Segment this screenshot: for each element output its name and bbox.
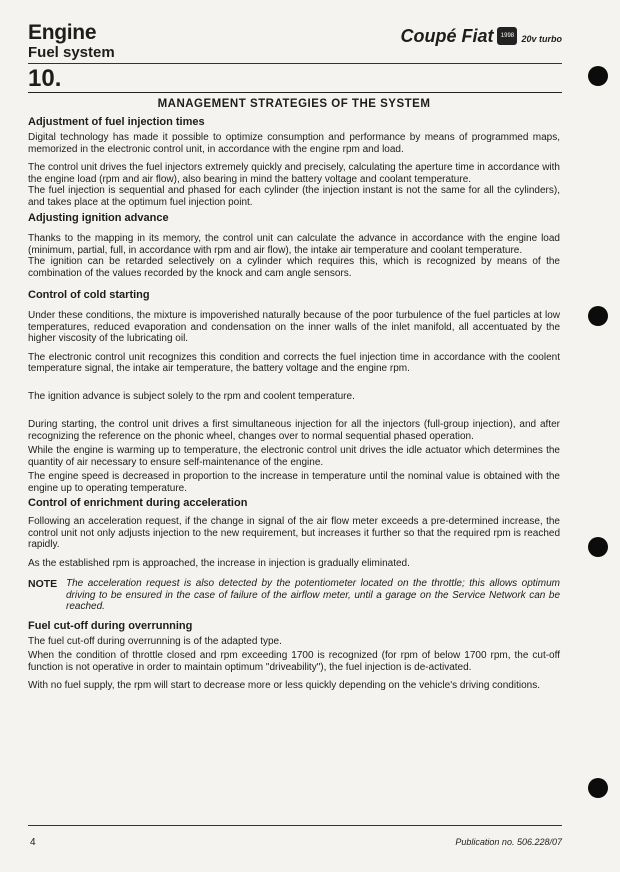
section-heading: Control of enrichment during acceleration — [28, 497, 248, 509]
paragraph: The fuel cut-off during overrunning is of the adapted type. — [28, 635, 282, 647]
header-rule — [28, 63, 562, 64]
paragraph: The electronic control unit recognizes this condition and corrects the fuel injection time in accordance with the coolent temperature signal, the intake air temperature, the battery voltage and the engine rpm. — [28, 351, 560, 374]
paragraph: With no fuel supply, the rpm will start to decrease more or less quickly depending on the vehicle's driving conditions. — [28, 680, 540, 691]
main-title: MANAGEMENT STRATEGIES OF THE SYSTEM — [157, 98, 431, 110]
note-text: The acceleration request is also detected by the potentiometer located on the throttle; this allows optimum driving to be ensured in the case of failure of the airflow meter, until a garage on the Service Network can be reached. — [66, 578, 560, 612]
punch-hole-icon — [588, 306, 608, 326]
header-subtitle: Fuel system — [28, 44, 115, 61]
model-badge: 1998 — [497, 27, 517, 45]
header-left — [28, 22, 115, 61]
section-heading: Adjusting ignition advance — [28, 212, 169, 224]
paragraph: While the engine is warming up to temperature, the electronic control unit drives the idle actuator which determines the quantity of air necessary to ensure self-maintenance of the engine. — [28, 445, 560, 468]
paragraph: The ignition can be retarded selectively on a cylinder which requires this, which is recognized by means of the combination of the values recorded by the knock and cam angle sensors. — [28, 256, 560, 279]
punch-hole-icon — [588, 778, 608, 798]
paragraph: When the condition of throttle closed and rpm exceeding 1700 is recognized (for rpm of below 1700 rpm, the cut-off function is not operative in order to maintain optimum "driveability"), the fuel injection is de-activated. — [28, 650, 560, 673]
note-label: NOTE — [28, 578, 58, 590]
punch-hole-icon — [588, 537, 608, 557]
section-number: 10. — [28, 65, 62, 92]
paragraph: Following an acceleration request, if the change in signal of the air flow meter exceeds a pre-determined increase, the control unit not only adjusts injection to the new requirement, but increases it further so that the required rpm is reached rapidly. — [28, 516, 560, 550]
punch-hole-icon — [588, 66, 608, 86]
page-number: 4 — [30, 837, 36, 848]
paragraph: As the established rpm is approached, the increase in injection is gradually eliminated. — [28, 557, 410, 569]
paragraph: During starting, the control unit drives a first simultaneous injection for all the injectors (full-group injection), and after recognizing the reference on the phonic wheel, changes over to normal sequential phased operation. — [28, 419, 560, 442]
paragraph: Under these conditions, the mixture is impoverished naturally because of the poor turbulence of the fuel particles at low temperatures, reduced evaporation and condensation on the inner walls of the inlet manifold, all accentuated by the higher viscosity of the lubricating oil. — [28, 310, 560, 344]
paragraph: Thanks to the mapping in its memory, the control unit can calculate the advance in accordance with the engine load (minimum, partial, full, in accordance with rpm and air flow), the intake air temperature and coolant temperature. — [28, 233, 560, 256]
paragraph: The ignition advance is subject solely to the rpm and coolent temperature. — [28, 390, 355, 402]
paragraph: Digital technology has made it possible to optimize consumption and performance by means of programmed maps, memorized in the electronic control unit, in accordance with the engine rpm and load. — [28, 132, 560, 155]
footer-rule — [28, 825, 562, 826]
section-heading: Fuel cut-off during overrunning — [28, 619, 193, 632]
paragraph: The control unit drives the fuel injectors extremely quickly and precisely, calculating the aperture time in accordance with the engine load (rpm and air flow), also bearing in mind the battery voltage and coolant temperature. — [28, 162, 560, 185]
brand-logo — [400, 26, 562, 46]
paragraph: The engine speed is decreased in proportion to the increase in temperature until the nominal value is obtained with the engine up to operating temperature. — [28, 471, 560, 494]
section-rule — [28, 92, 562, 93]
page-body — [28, 98, 560, 699]
paragraph: The fuel injection is sequential and phased for each cylinder (the injection instant is not the same for all the cylinders), and takes place at the optimum fuel injection point. — [28, 185, 560, 208]
section-heading: Control of cold starting — [28, 289, 150, 301]
model-suffix: 20v turbo — [521, 33, 562, 44]
header-title: Engine — [28, 21, 97, 44]
note-block — [28, 578, 560, 613]
publication-number: Publication no. 506.228/07 — [455, 837, 562, 847]
section-heading: Adjustment of fuel injection times — [28, 116, 205, 128]
brand-name: Coupé Fiat — [400, 26, 494, 46]
